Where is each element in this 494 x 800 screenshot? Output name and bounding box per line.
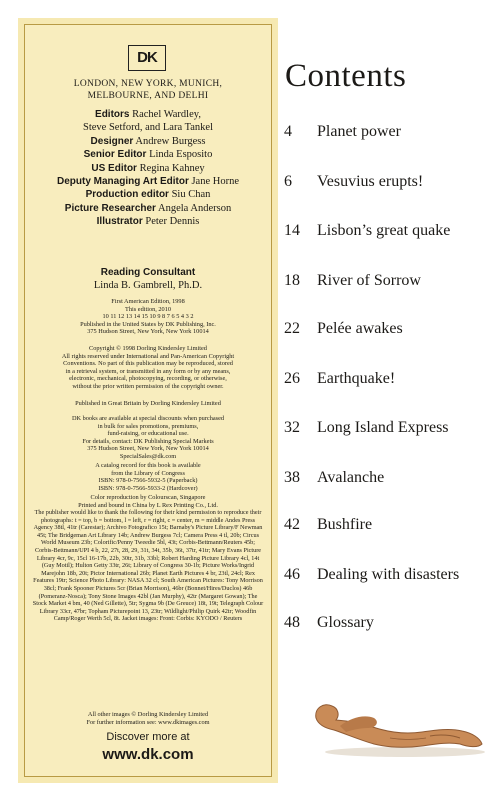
publisher-cities-line-1: LONDON, NEW YORK, MUNICH, <box>73 79 223 89</box>
credit-line: Illustrator Peter Dennis <box>96 216 200 228</box>
special-sales-notice: DK books are available at special discounts when purchased in bulk for sales promotions, premiums, fund-raising, or educational use. For details, contact: DK Publishing Special Markets 375 Hudson Street, New York, New York 10014 SpecialSales@dk.com <box>71 415 225 460</box>
toc-entry[interactable]: 18 River of Sorrow <box>284 272 421 289</box>
credit-line: Editors Rachel Wardley, <box>95 109 201 120</box>
credit-line: Senior Editor Linda Esposito <box>83 149 213 161</box>
reclining-figure-icon <box>310 688 488 760</box>
catalog-record: A catalog record for this book is available from the Library of Congress ISBN: 978-0-7566-5932-5 (Paperback) ISBN: 978-0-7566-5933-2 (Hardcover) <box>95 462 201 492</box>
credit-line: Designer Andrew Burgess <box>90 135 206 147</box>
reading-consultant-label: Reading Consultant <box>100 267 196 278</box>
reading-consultant <box>30 266 266 292</box>
website-link[interactable]: www.dk.com <box>102 746 194 763</box>
toc-entry[interactable]: 48 Glossary <box>284 614 374 631</box>
credit-line: Deputy Managing Art Editor Jane Horne <box>56 176 239 188</box>
toc-entry[interactable]: 46 Dealing with disasters <box>284 566 460 583</box>
toc-entry[interactable]: 4 Planet power <box>284 123 401 140</box>
published-great-britain: Published in Great Britain by Dorling Kindersley Limited <box>75 400 221 407</box>
copyright-notice: Copyright © 1998 Dorling Kindersley Limited All rights reserved under International and Pan-American Copyright Conventions. No part of this publication may be reproduced, stored in a retrieval system, or transmitted in any form or by any means, electronic, mechanical, photocopying, recording, or otherwise, without the prior written permission of the copyright owner. <box>61 345 235 390</box>
toc-entry[interactable]: 42 Bushfire <box>284 516 373 533</box>
other-images-credit: All other images © Dorling Kindersley Limited For further information see: www.dkimages.com <box>86 711 210 726</box>
edition-info: First American Edition, 1998 This edition, 2010 10 11 12 13 14 15 10 9 8 7 6 5 4 3 2 Published in the United States by DK Publishing, Inc. 375 Hudson Street, New York, New York 10014 <box>80 298 216 336</box>
toc-entry[interactable]: 6 Vesuvius erupts! <box>284 173 424 190</box>
discover-more-label: Discover more at <box>106 731 190 743</box>
credit-line: Production editor Siu Chan <box>85 189 211 201</box>
toc-entry[interactable]: 32 Long Island Express <box>284 419 449 436</box>
photo-acknowledgements: The publisher would like to thank the following for their kind permission to reproduce their photographs: t = top, b = bottom, l = left, r = right, c = center, m = middle Andes Press Agency 38tl, 41tr (Carestar); Archivo Fotografico 15t; Barnaby's Picture Library/F Newman 45t; The Bridgeman Art Library 14b; Andrew Burgess 7cl; Camera Press 4 tl, 20b; Circus World Museum 23b; Colorific/Penny Tweedie 5bl, 43t; Corbis-Bettmann/Reuters 45b; Corbis-Bettmann/UPI 4 b, 22, 27t, 28, 29, 31t, 34t, 35b, 36t, 37tr, 41tr; Mary Evans Picture Library 4cr, 9c, 15cl 16-17b, 22b, 30tr, 31b, 33bl; Robert Harding Picture Library 4cl, 14t (Guy Motil); Hulton Getty 33tr, 26t; Library of Congress 30-1b; Picture Works/Ingrid Marejohn 18b, 20t; Pictor International 26b; Planet Earth Pictures 4 br, 23tl, 24cl; Rex Features 19tr; Science Photo Library: NASA 32 cl; South American Pictures: Tony Morrison 38cl; Frank Spooner Pictures 5cr (Brian Morrison), 46br (Bonnet/Hires/Duclos) 46b (Pomeranz-Nosca); Tony Stone Images 42bl (Jan Murphy), 42tr (Margaret Gowan); The Stock Market 4 bm, 40 (Ned Gillette), 5tr; Sygma 9b (De Greuce) 18t, 19t; Telegraph Colour Library 33cr, 47br; Topham Picturepoint 13, 23tr; Wildlight/Philip Quirk 42tr; Woodfin Camp/Roger Werth 5cl, 8t. Jacket images: Front: Corbis: KYODO / Reuters <box>32 509 264 623</box>
credits-list <box>30 108 266 229</box>
publisher-cities-line-2: MELBOURNE, AND DELHI <box>87 91 209 101</box>
toc-entry[interactable]: 22 Pelée awakes <box>284 320 403 337</box>
toc-entry[interactable]: 14 Lisbon’s great quake <box>284 222 451 239</box>
toc-entry[interactable]: 26 Earthquake! <box>284 370 396 387</box>
credit-line: US Editor Regina Kahney <box>91 162 205 174</box>
contents-title: Contents <box>285 58 407 94</box>
credit-line: Picture Researcher Angela Anderson <box>64 202 232 214</box>
printing-info: Color reproduction by Colourscan, Singapore Printed and bound in China by L Rex Printing Co., Ltd. <box>78 494 218 509</box>
reading-consultant-name: Linda B. Gambrell, Ph.D. <box>93 280 203 291</box>
credit-line: Steve Setford, and Lara Tankel <box>83 122 213 134</box>
toc-entry[interactable]: 38 Avalanche <box>284 469 385 486</box>
dk-logo: DK <box>128 45 166 71</box>
